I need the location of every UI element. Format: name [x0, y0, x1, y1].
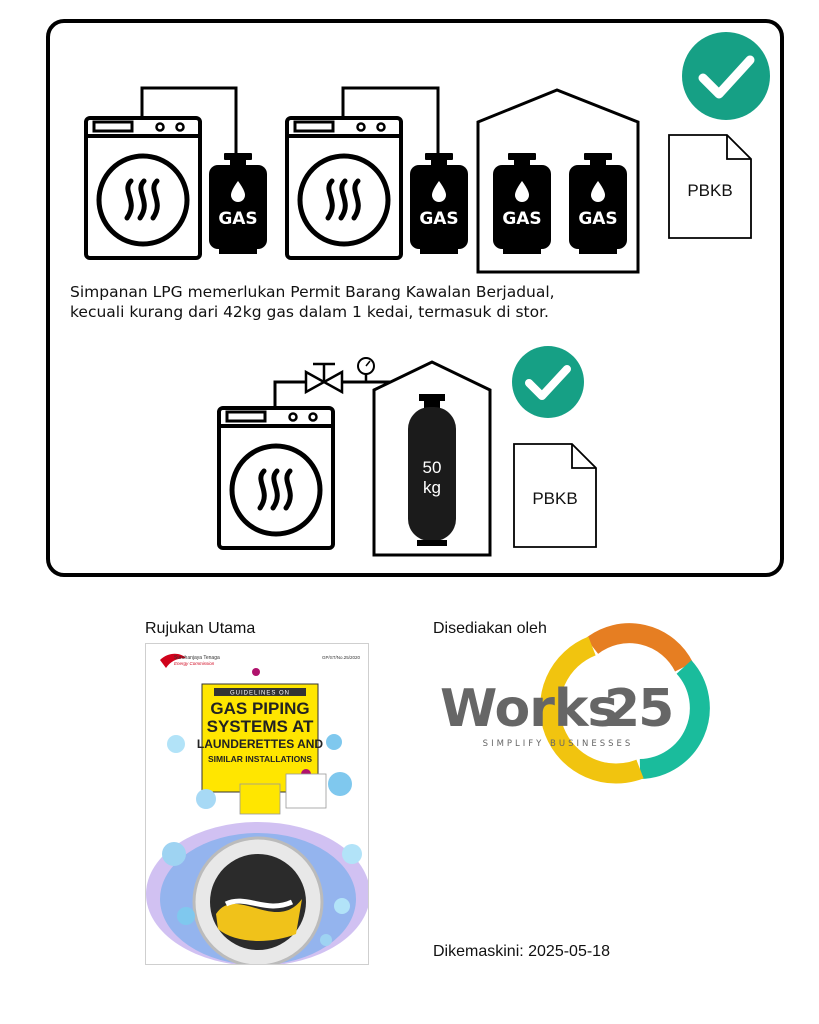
works25-logo	[440, 633, 700, 773]
dryer-icon	[219, 408, 333, 548]
cover-title-line: SIMILAR INSTALLATIONS	[207, 754, 313, 764]
cover-art	[146, 644, 369, 965]
prepared-by-heading: Disediakan oleh	[433, 620, 547, 637]
cover-title-line: GAS PIPING	[210, 699, 310, 718]
permit-caption	[70, 282, 670, 322]
approved-check-icon	[682, 32, 770, 120]
pressure-gauge-icon	[358, 358, 374, 382]
cover-kicker: GUIDELINES ON	[229, 690, 291, 697]
cylinder-label: GAS	[502, 209, 542, 229]
gas-cylinder-icon	[410, 153, 468, 254]
document-label: PBKB	[532, 489, 578, 508]
cylinder-label: GAS	[578, 209, 618, 229]
cylinder-weight-value: 50	[422, 458, 442, 477]
guideline-cover-image[interactable]	[145, 643, 369, 965]
dryer-icon	[287, 118, 401, 258]
document-label: PBKB	[687, 181, 733, 200]
approved-check-icon	[512, 346, 584, 418]
caption-line: Simpanan LPG memerlukan Permit Barang Kawalan Berjadual,	[70, 283, 555, 301]
cover-doc-code: GP/ST/No.25/2020	[321, 655, 360, 660]
valve-icon	[306, 364, 342, 392]
caption-line: kecuali kurang dari 42kg gas dalam 1 kedai, termasuk di stor.	[70, 303, 549, 321]
last-updated-date: Dikemaskini: 2025-05-18	[433, 943, 610, 960]
cover-publisher-sub: Energy Commission	[174, 661, 215, 666]
cylinder-label: GAS	[218, 209, 258, 229]
reference-heading: Rujukan Utama	[145, 620, 256, 637]
cover-title-line: SYSTEMS AT	[206, 717, 314, 736]
cylinder-label: GAS	[419, 209, 459, 229]
cover-title-line: LAUNDERETTES AND	[196, 737, 324, 751]
dryer-icon	[86, 118, 200, 258]
logo-tagline: SIMPLIFY BUSINESSES	[482, 739, 634, 749]
cover-publisher: Suruhanjaya Tenaga	[174, 655, 220, 661]
logo-number: 25	[604, 679, 673, 739]
logo-word: Works	[440, 679, 618, 739]
gas-cylinder-icon	[209, 153, 267, 254]
gas-cylinder-icon	[493, 153, 551, 254]
gas-cylinder-icon	[569, 153, 627, 254]
cylinder-weight-unit: kg	[423, 478, 441, 497]
